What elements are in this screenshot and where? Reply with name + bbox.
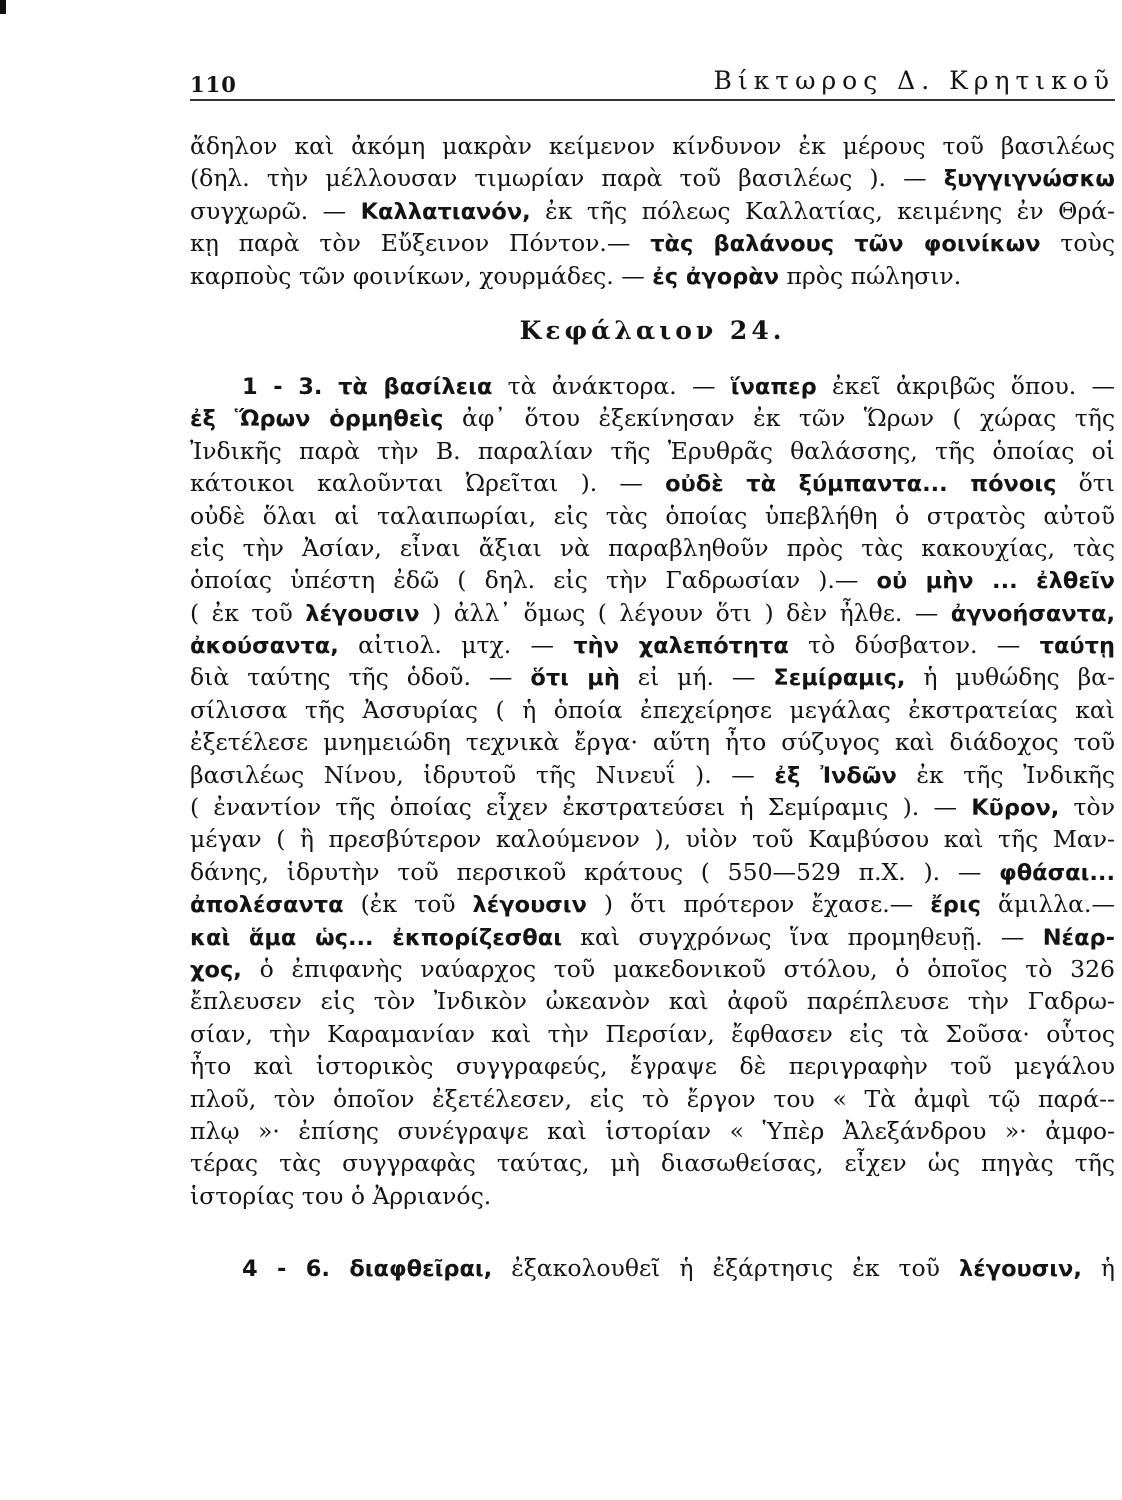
bold-lemma: ἀκούσαντα, — [190, 633, 339, 660]
text-line — [190, 953, 1115, 985]
text-line — [190, 1252, 1115, 1284]
bold-lemma: Νέαρ- — [1042, 924, 1115, 951]
bold-lemma: ταύτῃ — [1039, 633, 1115, 660]
text-run: ὁποίας ὑπέστη ἐδῶ ( δηλ. εἰς τὴν Γαδρωσίαν ).— — [190, 566, 877, 595]
text-run: βασιλέως Νίνου, ἱδρυτοῦ τῆς Νινευΐ ). — — [190, 760, 775, 789]
text-run: τὰ ἀνάκτορα. — — [492, 371, 731, 400]
paragraph-gap — [190, 1212, 1115, 1252]
bold-lemma: Κῦρον, — [971, 795, 1060, 822]
text-run: ἐξετέλεσε μνημειώδη τεχνικὰ ἔργα· αὕτη ἦτο σύζυγος καὶ διάδοχος τοῦ — [190, 728, 1115, 757]
bold-lemma: φθάσαι... — [999, 859, 1115, 886]
text-run: σίαν, τὴν Καραμανίαν καὶ τὴν Περσίαν, ἔφθασεν εἰς τὰ Σοῦσα· οὗτος — [190, 1019, 1115, 1048]
text-run: κῃ παρὰ τὸν Εὔξεινον Πόντον.— — [190, 229, 651, 258]
text-run: πλῳ »· ἐπίσης συνέγραψε καὶ ἱστορίαν « Ὑπὲρ Ἀλεξάνδρου »· ἀμφο- — [190, 1116, 1115, 1145]
bold-lemma: τὰς βαλάνους τῶν φοινίκων — [650, 231, 1041, 258]
text-line — [190, 823, 1115, 855]
text-run: τὸ δύσβατον. — — [788, 631, 1040, 660]
text-run: ὁ ἐπιφανὴς ναύαρχος τοῦ μακεδονικοῦ στόλου, ὁ ὁποῖος τὸ 326 — [241, 954, 1115, 983]
text-line — [190, 1115, 1115, 1147]
text-run: διὰ ταύτης τῆς ὁδοῦ. — — [190, 663, 531, 692]
text-line — [190, 791, 1115, 823]
text-line — [190, 985, 1115, 1017]
paragraph-sections-4-6 — [190, 1252, 1115, 1284]
text-line — [190, 726, 1115, 758]
text-line — [190, 888, 1115, 920]
text-line — [190, 661, 1115, 693]
text-line — [190, 856, 1115, 888]
header-rule — [190, 99, 1115, 101]
text-line — [190, 130, 1115, 162]
text-run: ἡ μυθώδης βα- — [905, 663, 1115, 692]
chapter-heading: Κεφάλαιον 24. — [519, 315, 786, 345]
text-line — [190, 260, 1115, 292]
text-run: Ἰνδικῆς παρὰ τὴν Β. παραλίαν τῆς Ἐρυθρᾶς θαλάσσης, τῆς ὁποίας οἱ — [190, 436, 1115, 465]
text-run: ἱστορίας του ὁ Ἀρριανός. — [190, 1181, 492, 1210]
paragraph-glossary-end — [190, 130, 1115, 292]
bold-lemma: λέγουσιν — [305, 600, 420, 627]
text-line — [190, 227, 1115, 259]
text-run: ἐκεῖ ἀκριβῶς ὅπου. — — [816, 371, 1115, 400]
text-run: τοὺς — [1040, 229, 1115, 258]
text-line — [190, 597, 1115, 629]
text-line — [190, 921, 1115, 953]
text-run: δάνης, ἱδρυτὴν τοῦ περσικοῦ κράτους ( 550—529 π.Χ. ). — — [190, 857, 1000, 886]
text-run: (ἐκ τοῦ — [343, 890, 473, 919]
text-run: πρὸς πώλησιν. — [779, 261, 962, 290]
bold-lemma: Καλλατιανόν, — [360, 198, 531, 225]
text-line — [190, 402, 1115, 434]
text-run: ὅτι — [1056, 469, 1115, 498]
text-run: καρποὺς τῶν φοινίκων, χουρμάδες. — — [190, 261, 653, 290]
text-run: ἐξακολουθεῖ ἡ ἐξάρτησις ἐκ τοῦ — [492, 1254, 959, 1283]
bold-lemma: ἐξ Ὥρων ὁρμηθεὶς — [190, 406, 444, 433]
text-run: ) ὅτι πρότερον ἔχασε.— — [586, 890, 931, 919]
text-run: ἐκ τῆς Ἰνδικῆς — [896, 760, 1115, 789]
text-line — [190, 1147, 1115, 1179]
bold-lemma: ὅτι μὴ — [530, 665, 620, 692]
text-run: καὶ συγχρόνως ἵνα προμηθευῇ. — — [561, 922, 1043, 951]
text-run: εἰ μή. — — [619, 663, 774, 692]
text-run: ἀφ᾽ ὅτου ἐξεκίνησαν ἐκ τῶν Ὥρων ( χώρας τῆς — [443, 404, 1115, 433]
bold-lemma: λέγουσιν, — [958, 1256, 1082, 1283]
text-line — [190, 564, 1115, 596]
running-head: Βίκτωρος Δ. Κρητικοῦ — [713, 66, 1115, 95]
text-run: πλοῦ, τὸν ὁποῖον ἐξετέλεσεν, εἰς τὸ ἔργον του « Τὰ ἀμφὶ τῷ παρά-- — [190, 1084, 1115, 1113]
bold-lemma: 1 - 3. τὰ βασίλεια — [242, 373, 493, 400]
bold-lemma: ἐς ἀγορὰν — [652, 263, 780, 290]
page-header — [190, 62, 1115, 102]
text-line — [190, 467, 1115, 499]
bold-lemma: τὴν χαλεπότητα — [573, 633, 789, 660]
text-run: ἅμιλλα.— — [981, 890, 1115, 919]
bold-lemma: 4 - 6. διαφθεῖραι, — [242, 1256, 493, 1283]
text-run: κάτοικοι καλοῦνται Ὠρεῖται ). — — [190, 469, 666, 498]
text-run: οὐδὲ ὅλαι αἱ ταλαιπωρίαι, εἰς τὰς ὁποίας ὑπεβλήθη ὁ στρατὸς αὐτοῦ — [190, 501, 1115, 530]
text-run: ἄδηλον καὶ ἀκόμη μακρὰν κείμενον κίνδυνον ἐκ μέρους τοῦ βασιλέως — [190, 132, 1115, 160]
text-line — [190, 500, 1115, 532]
bold-lemma: οὐδὲ τὰ ξύμπαντα... πόνοις — [665, 471, 1057, 498]
text-run: αἰτιολ. μτχ. — — [338, 631, 574, 660]
bold-lemma: ἐξ Ἰνδῶν — [774, 762, 897, 789]
bold-lemma: ἀπολέσαντα — [190, 892, 344, 919]
text-line — [190, 162, 1115, 194]
text-line — [190, 1180, 1115, 1212]
text-run: ἔπλευσεν εἰς τὸν Ἰνδικὸν ὠκεανὸν καὶ ἀφοῦ παρέπλευσε τὴν Γαδρω- — [190, 987, 1115, 1016]
text-run: (δηλ. τὴν μέλλουσαν τιμωρίαν παρὰ τοῦ βασιλέως ). — — [190, 164, 944, 193]
bold-lemma: ἀγνοήσαντα, — [950, 600, 1115, 627]
text-line — [190, 759, 1115, 791]
paragraph-sections-1-3 — [190, 370, 1115, 1212]
text-line — [190, 1018, 1115, 1050]
text-line — [190, 1050, 1115, 1082]
bold-lemma: ἵναπερ — [730, 373, 817, 400]
text-run: ( ἐναντίον τῆς ὁποίας εἶχεν ἐκστρατεύσει ἡ Σεμίραμις ). — — [190, 793, 972, 822]
bold-lemma: καὶ ἅμα ὡς... ἐκπορίζεσθαι — [190, 924, 562, 951]
text-run: σίλισσα τῆς Ἀσσυρίας ( ἡ ὁποία ἐπεχείρησε μεγάλας ἐκστρατείας καὶ — [190, 695, 1115, 724]
scan-edge-mark — [0, 0, 6, 14]
text-run: τὸν — [1059, 793, 1115, 822]
text-run: ἦτο καὶ ἱστορικὸς συγγραφεύς, ἔγραψε δὲ περιγραφὴν τοῦ μεγάλου — [190, 1052, 1115, 1081]
text-line — [190, 532, 1115, 564]
text-line — [190, 370, 1115, 402]
bold-lemma: οὐ μὴν ... ἐλθεῖν — [876, 568, 1115, 595]
bold-lemma: Σεμίραμις, — [773, 665, 906, 692]
text-run: εἰς τὴν Ἀσίαν, εἶναι ἄξιαι νὰ παραβληθοῦν πρὸς τὰς κακουχίας, τὰς — [190, 533, 1115, 562]
page-number: 110 — [190, 72, 237, 97]
text-line — [190, 195, 1115, 227]
text-line — [190, 435, 1115, 467]
bold-lemma: λέγουσιν — [472, 892, 587, 919]
bold-lemma: ξυγγιγνώσκω — [943, 166, 1115, 193]
text-line — [190, 694, 1115, 726]
text-run: συγχωρῶ. — — [190, 196, 361, 225]
text-run: ( ἐκ τοῦ — [190, 598, 306, 627]
text-run: μέγαν ( ἢ πρεσβύτερον καλούμενον ), υἱὸν τοῦ Καμβύσου καὶ τῆς Μαν- — [190, 825, 1115, 854]
bold-lemma: ἔρις — [930, 892, 981, 919]
text-run: ἐκ τῆς πόλεως Καλλατίας, κειμένης ἐν Θρά- — [530, 196, 1115, 225]
bold-lemma: χος, — [190, 956, 242, 983]
text-run: ἡ — [1081, 1254, 1115, 1283]
text-run: ) ἀλλ᾽ ὅμως ( λέγουν ὅτι ) δὲν ἦλθε. — — [419, 598, 951, 627]
page-body — [190, 130, 1115, 1285]
text-run: τέρας τὰς συγγραφὰς ταύτας, μὴ διασωθείσας, εἶχεν ὡς πηγὰς τῆς — [190, 1149, 1115, 1178]
text-line — [190, 1083, 1115, 1115]
text-line — [190, 629, 1115, 661]
